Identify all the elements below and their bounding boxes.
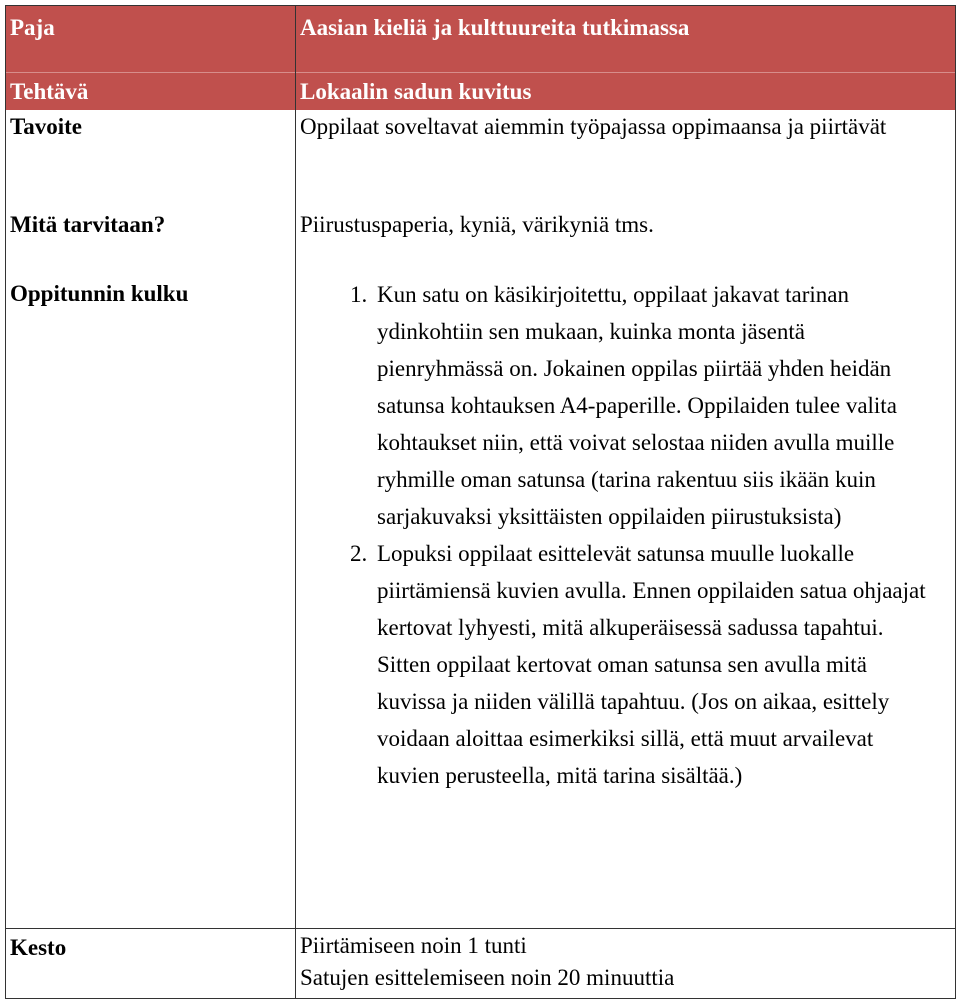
duration-line-drawing: Piirtämiseen noin 1 tunti bbox=[300, 933, 527, 958]
task-label: Tehtävä bbox=[10, 79, 89, 104]
column-divider bbox=[295, 6, 296, 998]
duration-line-presenting: Satujen esittelemiseen noin 20 minuuttia bbox=[300, 965, 675, 990]
goal-text: Oppilaat soveltavat aiemmin työpajassa oppimaansa ja piirtävät bbox=[300, 114, 887, 139]
materials-text: Piirustuspaperia, kyniä, värikyniä tms. bbox=[300, 212, 654, 237]
materials-label: Mitä tarvitaan? bbox=[10, 212, 166, 237]
paja-title: Aasian kieliä ja kulttuureita tutkimassa bbox=[300, 15, 690, 40]
duration-label: Kesto bbox=[10, 935, 67, 960]
list-item: 2. Lopuksi oppilaat esittelevät satunsa muulle luokalle piirtämiensä kuvien avulla. Ennen oppilaiden satua ohjaajat kertovat lyhyesti, mitä alkuperäisessä sadussa tapahtui. Sitten oppilaat kertovat oman satunsa sen avulla mitä kuvissa ja niiden välillä tapahtuu. (Jos on aikaa, esittely voidaan aloittaa esimerkiksi sillä, että muut arvailevat kuvien perusteella, mitä tarina sisältää.) bbox=[373, 535, 933, 794]
duration-text bbox=[300, 930, 674, 994]
lesson-steps-list bbox=[333, 276, 933, 794]
paja-label: Paja bbox=[10, 15, 55, 40]
goal-label: Tavoite bbox=[10, 114, 82, 139]
task-title: Lokaalin sadun kuvitus bbox=[300, 79, 532, 104]
row-separator bbox=[6, 928, 955, 929]
lesson-flow-label: Oppitunnin kulku bbox=[10, 281, 189, 306]
list-item: 1. Kun satu on käsikirjoitettu, oppilaat jakavat tarinan ydinkohtiin sen mukaan, kuinka monta jäsentä pienryhmässä on. Jokainen oppilas piirtää yhden heidän satunsa kohtauksen A4-paperille. Oppilaiden tulee valita kohtaukset niin, että voivat selostaa niiden avulla muille ryhmille oman satunsa (tarina rakentuu siis ikään kuin sarjakuvaksi yksittäisten oppilaiden piirustuksista) bbox=[373, 276, 933, 535]
